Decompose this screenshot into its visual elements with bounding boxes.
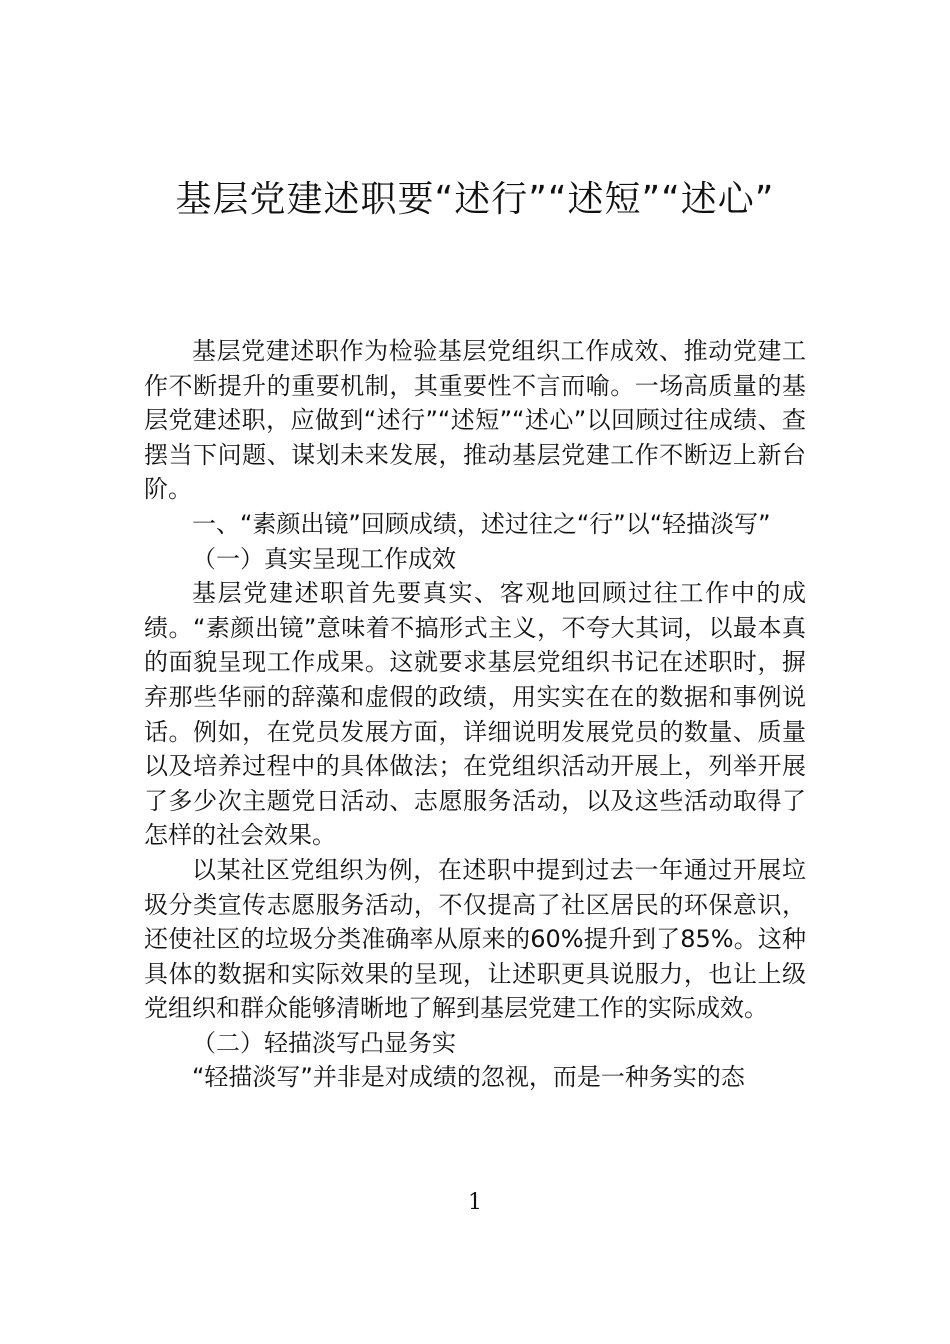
document-title: 基层党建述职要“述行”“述短”“述心”: [175, 179, 775, 220]
page-number: 1: [468, 1190, 482, 1215]
document-body: [144, 334, 806, 1095]
subsection-heading-1: （一）真实呈现工作成效: [192, 544, 456, 573]
subsection-heading-2: （二）轻描淡写凸显务实: [192, 1028, 456, 1057]
paragraph-achievements: 基层党建述职首先要真实、客观地回顾过往工作中的成绩。“素颜出镜”意味着不搞形式主义，不夸大其词，以最本真的面貌呈现工作成果。这就要求基层党组织书记在述职时，摒弃那些华丽的辞藻和虚假的政绩，用实实在在的数据和事例说话。例如，在党员发展方面，详细说明发展党员的数量、质量以及培养过程中的具体做法；在党组织活动开展上，列举开展了多少次主题党日活动、志愿服务活动，以及这些活动取得了怎样的社会效果。: [144, 579, 806, 850]
section-heading-1: 一、“素颜出镜”回顾成绩，述过往之“行”以“轻描淡写”: [192, 509, 771, 538]
paragraph-community-example: 以某社区党组织为例，在述职中提到过去一年通过开展垃圾分类宣传志愿服务活动，不仅提高了社区居民的环保意识，还使社区的垃圾分类准确率从原来的60%提升到了85%。这种具体的数据和实际效果的呈现，让述职更具说服力，也让上级党组织和群众能够清晰地了解到基层党建工作的实际成效。: [144, 855, 806, 1023]
paragraph-intro: 基层党建述职作为检验基层党组织工作成效、推动党建工作不断提升的重要机制，其重要性不言而喻。一场高质量的基层党建述职，应做到“述行”“述短”“述心”以回顾过往成绩、查摆当下问题、谋划未来发展，推动基层党建工作不断迈上新台阶。: [144, 337, 806, 504]
paragraph-understatement: “轻描淡写”并非是对成绩的忽视，而是一种务实的态: [192, 1063, 745, 1092]
